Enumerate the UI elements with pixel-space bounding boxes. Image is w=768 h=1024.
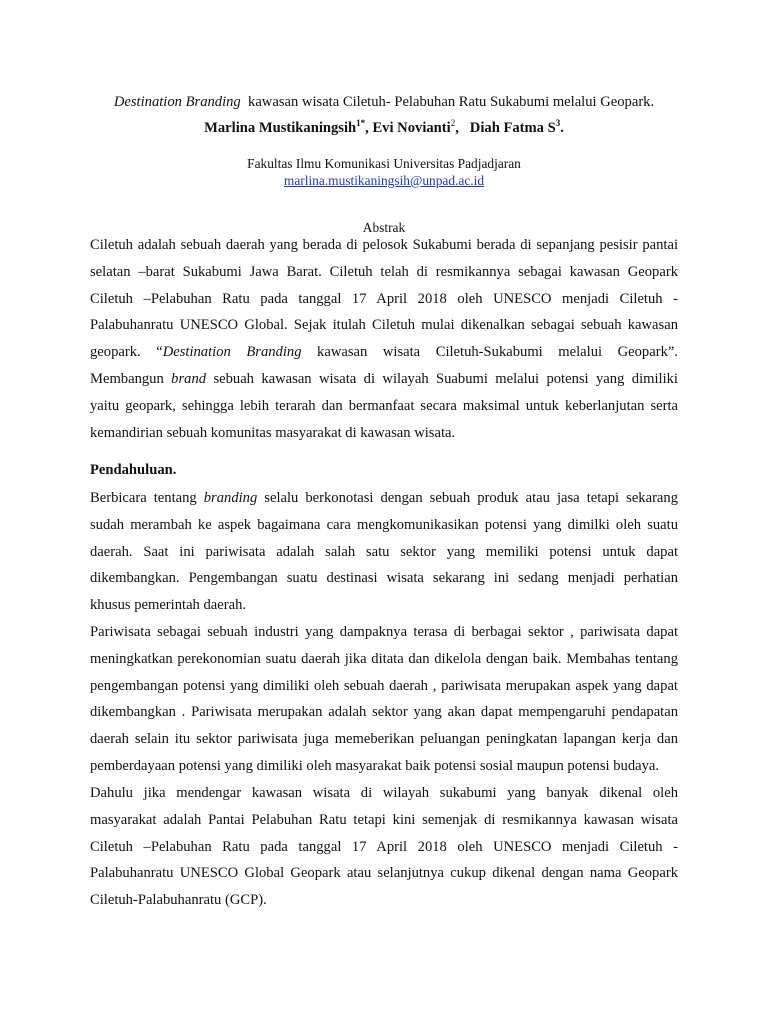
title-rest: kawasan wisata Ciletuh- Pelabuhan Ratu Sukabumi melalui Geopark. [240,94,655,110]
text-fragment: geopark. “ [90,344,163,361]
text-line: daerah. Saat ini pariwisata adalah salah satu sektor yang memiliki potensi untuk dapat [90,543,678,560]
text-line: dikembangkan. Pengembangan suatu destinasi wisata sekarang ini sedang menjadi perhatian [90,570,678,587]
emphasis-text: branding [203,490,258,506]
author-1-affiliation-mark: 1* [356,118,366,128]
text-line: Pariwisata sebagai sebuah industri yang dampaknya terasa di berbagai sektor , pariwisata dapat [90,624,678,640]
paper-title [0,92,768,112]
text-line: Palabuhanratu UNESCO Global. Sejak itulah Ciletuh mulai dikenalkan sebagai sebuah kawasan [90,317,678,334]
text-line: sudah merambah ke aspek bagaimana cara mengkomunikasikan potensi yang dimilki oleh suatu [90,516,678,533]
text-line: yaitu geopark, sehingga lebih terarah dan bermanfaat secara maksimal untuk keberlanjutan serta [90,397,678,414]
affiliation-block [0,155,768,189]
text-line: Dahulu jika mendengar kawasan wisata di wilayah sukabumi yang banyak dikenal oleh [90,785,678,801]
author-separator: , [365,120,373,136]
intro-paragraph-3 [90,785,678,919]
text-line: selatan –barat Sukabumi Jawa Barat. Ciletuh telah di resmikannya sebagai kawasan Geopark [90,263,678,280]
text-line: Ciletuh –Pelabuhan Ratu pada tanggal 17 April 2018 oleh UNESCO menjadi Ciletuh - [90,838,678,855]
text-fragment: kawasan wisata Ciletuh-Sukabumi melalui Geopark”. [301,344,678,361]
text-line: Ciletuh-Palabuhanratu (GCP). [90,892,267,909]
text-line: kemandirian sebuah komunitas masyarakat di kawasan wisata. [90,424,456,441]
author-3: Diah Fatma S [469,120,556,136]
text-line [90,371,678,398]
section-heading: Pendahuluan. [90,462,177,478]
abstract-heading: Abstrak [362,220,406,235]
text-line: daerah selain itu sektor pariwisata juga memeberikan peluangan peningkatan lapangan kerja dan [90,731,678,748]
text-fragment: Membangun [90,370,172,387]
author-end: . [560,120,564,136]
email-link[interactable]: marlina.mustikaningsih@unpad.ac.id [283,173,485,188]
text-fragment: selalu berkonotasi dengan sebuah produk atau jasa tetapi sekarang [257,490,679,506]
text-line: pemberdayaan potensi yang dimiliki oleh masyarakat baik potensi sosial maupun potensi budaya. [90,757,660,774]
text-line [90,344,678,371]
text-line: dikembangkan . Pariwisata merupakan adalah sektor yang akan dapat mempengaruhi pendapatan [90,704,678,721]
text-line: masyarakat adalah Pantai Pelabuhan Ratu tetapi kini semenjak di resmikannya kawasan wisata [90,811,678,828]
author-3-affiliation-mark: 3 [555,118,561,128]
intro-paragraph-1 [90,490,678,624]
affiliation: Fakultas Ilmu Komunikasi Universitas Padjadjaran [247,156,521,171]
text-line: Ciletuh –Pelabuhan Ratu pada tanggal 17 April 2018 oleh UNESCO menjadi Ciletuh - [90,290,678,307]
text-line: Palabuhanratu UNESCO Global Geopark atau selanjutnya cukup dikenal dengan nama Geopark [90,865,678,882]
author-separator: , [455,120,470,136]
author-2-affiliation-mark: 2 [450,118,456,128]
intro-paragraph-2 [90,624,678,785]
author-list [0,118,768,138]
emphasis-text: Destination Branding [162,344,302,361]
author-2: Evi Novianti [372,120,451,136]
author-1: Marlina Mustikaningsih [204,120,357,136]
emphasis-text: brand [171,370,207,387]
text-line: Ciletuh adalah sebuah daerah yang berada di pelosok Sukabumi berada di sepanjang pesisir pantai [90,237,678,253]
text-line: khusus pemerintah daerah. [90,597,247,614]
text-line: meningkatkan perekonomian suatu daerah jika ditata dan dikelola dengan baik. Membahas tentang [90,650,678,667]
text-fragment: sebuah kawasan wisata di wilayah Suabumi melalui potensi yang dimiliki [206,370,678,387]
text-line [90,490,678,517]
text-fragment: Berbicara tentang [90,490,204,506]
title-italic-part: Destination Branding [113,94,241,110]
text-line: pengembangan potensi yang dimiliki oleh sebuah daerah , pariwisata merupakan aspek yang dapat [90,677,678,694]
abstract-paragraph [90,237,678,451]
